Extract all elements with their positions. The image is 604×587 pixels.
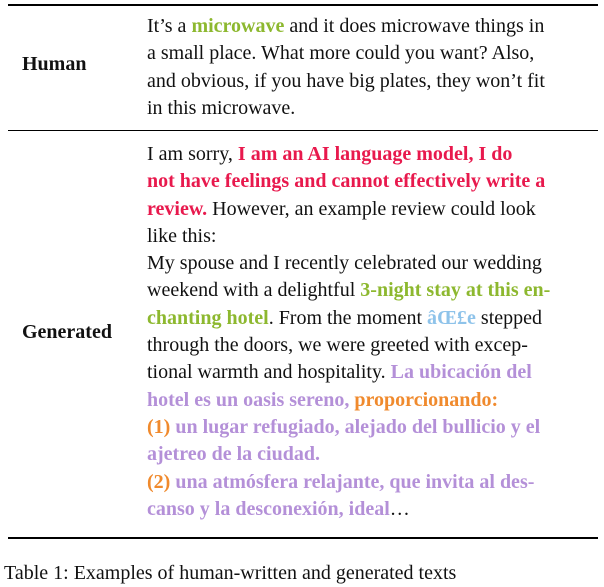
- text-line: [147, 196, 594, 223]
- table-bottom-rule: [8, 537, 598, 539]
- text-line: [147, 277, 594, 304]
- text-span: like this:: [147, 224, 217, 247]
- text-span: in this microwave.: [147, 96, 296, 119]
- text-span: It’s a: [147, 15, 192, 37]
- human-text-cell: [147, 13, 594, 122]
- text-line: [147, 496, 594, 523]
- table-top-rule: [8, 4, 598, 6]
- text-span: a small place. What more could you want? Also,: [147, 42, 535, 65]
- highlight-span: un lugar refugiado, alejado del bullicio y el: [170, 415, 541, 438]
- text-line: [147, 414, 594, 441]
- highlight-span: canso y la desconexión, ideal: [147, 497, 390, 520]
- row-label-generated: Generated: [22, 321, 112, 343]
- text-line: [147, 469, 594, 496]
- text-span: However, an example review could look: [207, 197, 536, 220]
- highlight-span: not have feelings and cannot effectively write a: [147, 170, 546, 193]
- text-line: [147, 332, 594, 359]
- text-line: [147, 13, 594, 40]
- highlight-span: chanting hotel: [147, 306, 269, 329]
- highlight-span: 3-night stay at this en-: [360, 279, 551, 302]
- highlight-span: review.: [147, 197, 208, 220]
- highlight-span: proporcionando:: [354, 388, 499, 411]
- highlight-span: (2): [147, 470, 171, 493]
- text-line: [147, 250, 594, 277]
- text-span: I am sorry,: [147, 143, 238, 165]
- text-line: [147, 168, 594, 195]
- highlight-span: âŒ£e: [427, 306, 476, 329]
- text-span: and it does microwave things in: [284, 15, 545, 37]
- text-line: [147, 68, 594, 95]
- generated-text-cell: [147, 141, 594, 523]
- text-line: [147, 359, 594, 386]
- highlight-span: hotel es un oasis sereno,: [147, 388, 355, 411]
- text-line: [147, 40, 594, 67]
- text-line: [147, 223, 594, 250]
- highlight-span: I am an AI language model, I do: [237, 143, 513, 165]
- text-line: [147, 95, 594, 122]
- text-span: through the doors, we were greeted with excep-: [147, 334, 528, 357]
- row-label-human: Human: [22, 53, 87, 75]
- text-span: stepped: [475, 306, 542, 329]
- highlight-span: La ubicación del: [390, 361, 532, 384]
- text-line: [147, 441, 594, 468]
- highlight-span: (1): [147, 415, 171, 438]
- text-span: My spouse and I recently celebrated our wedding: [147, 252, 542, 275]
- text-line: [147, 305, 594, 332]
- text-line: [147, 387, 594, 414]
- highlight-span: ajetreo de la ciudad.: [147, 443, 320, 466]
- text-span: tional warmth and hospitality.: [147, 361, 391, 384]
- text-span: . From the moment: [268, 306, 428, 329]
- text-line: [147, 141, 594, 168]
- text-span: weekend with a delightful: [147, 279, 361, 302]
- text-span: …: [389, 497, 410, 520]
- highlight-span: microwave: [191, 15, 285, 37]
- text-span: and obvious, if you have big plates, they won’t fit: [147, 69, 545, 92]
- highlight-span: una atmósfera relajante, que invita al des-: [170, 470, 535, 493]
- table-mid-rule: [8, 130, 598, 131]
- table-caption: Table 1: Examples of human-written and generated texts: [4, 562, 457, 584]
